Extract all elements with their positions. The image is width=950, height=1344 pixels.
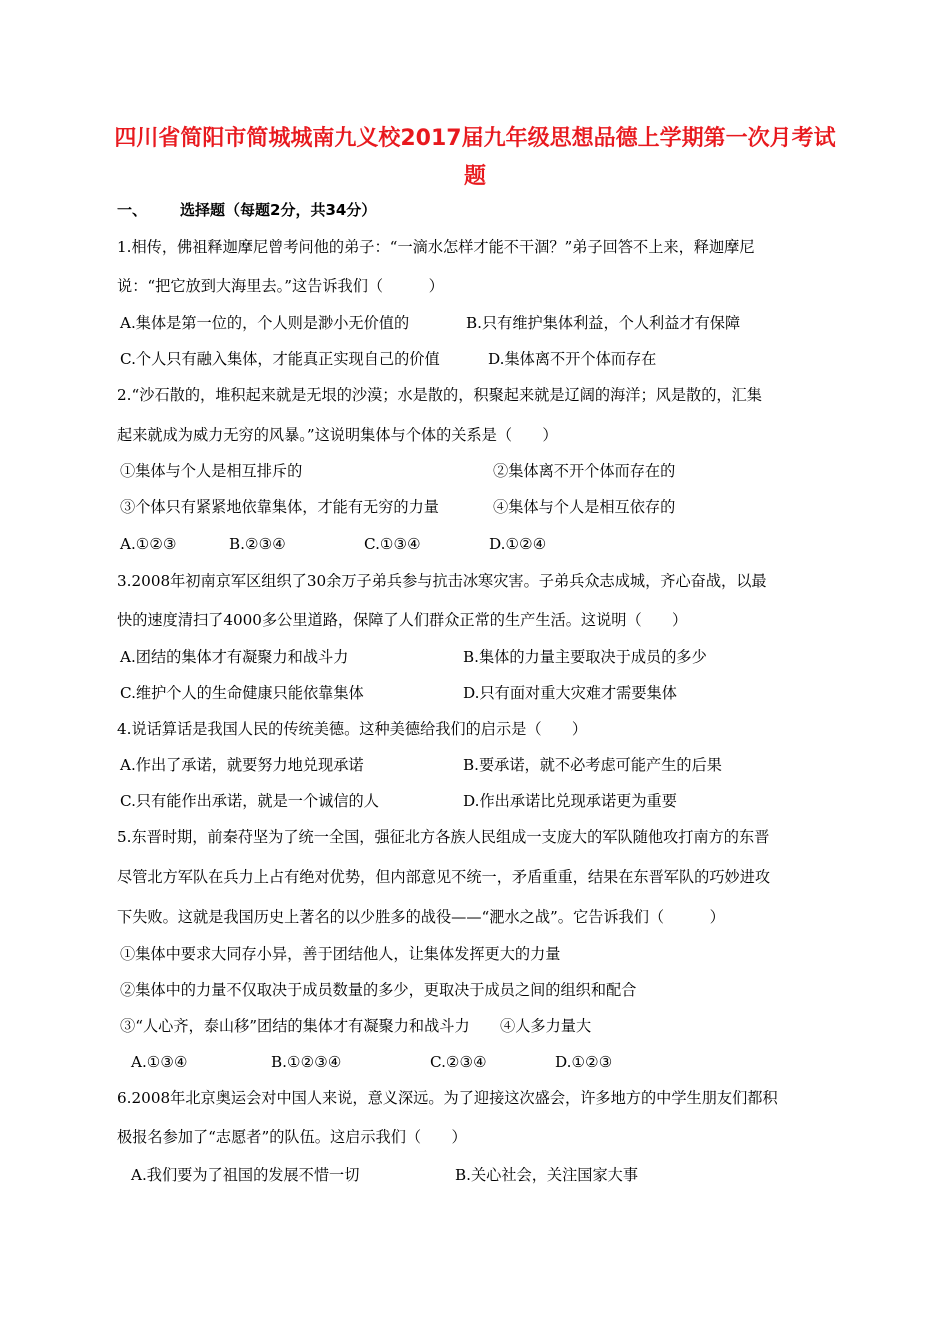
q4-stem: 4.说话算话是我国人民的传统美德。这种美德给我们的启示是（ ） xyxy=(117,720,588,738)
q1-option-d: D.集体离不开个体而存在 xyxy=(488,350,657,368)
q1-stem-line-1: 1.相传，佛祖释迦摩尼曾考问他的弟子：“一滴水怎样才能不干涸？”弟子回答不上来，释迦摩尼 xyxy=(117,238,755,256)
q5-stem-line-3: 下失败。这就是我国历史上著名的以少胜多的战役——“淝水之战”。它告诉我们（ ） xyxy=(117,908,725,926)
q6-option-b: B.关心社会，关注国家大事 xyxy=(455,1166,639,1184)
q3-option-c: C.维护个人的生命健康只能依靠集体 xyxy=(120,684,364,702)
q4-option-b: B.要承诺，就不必考虑可能产生的后果 xyxy=(463,756,722,774)
q6-stem-line-1: 6.2008年北京奥运会对中国人来说，意义深远。为了迎接这次盛会，许多地方的中学生朋友们都积 xyxy=(117,1089,778,1107)
q5-choice-d: D.①②③ xyxy=(555,1053,613,1071)
q2-choice-c: C.①③④ xyxy=(364,535,421,553)
q1-option-c: C.个人只有融入集体，才能真正实现自己的价值 xyxy=(120,350,440,368)
q2-statement-4: ④集体与个人是相互依存的 xyxy=(493,498,676,516)
q2-statement-3: ③个体只有紧紧地依靠集体，才能有无穷的力量 xyxy=(120,498,439,516)
q5-statement-1: ①集体中要求大同存小异，善于团结他人，让集体发挥更大的力量 xyxy=(120,945,561,963)
section-number: 一、 xyxy=(117,201,148,219)
q1-option-a: A.集体是第一位的，个人则是渺小无价值的 xyxy=(120,314,410,332)
section-heading xyxy=(117,199,376,221)
q4-option-c: C.只有能作出承诺，就是一个诚信的人 xyxy=(120,792,379,810)
q2-stem-line-2: 起来就成为威力无穷的风暴。”这说明集体与个体的关系是（ ） xyxy=(117,426,558,444)
q5-statement-2: ②集体中的力量不仅取决于成员数量的多少，更取决于成员之间的组织和配合 xyxy=(120,981,637,999)
q3-stem-line-2: 快的速度清扫了4000多公里道路，保障了人们群众正常的生产生活。这说明（ ） xyxy=(117,611,688,629)
q3-option-a: A.团结的集体才有凝聚力和战斗力 xyxy=(120,648,349,666)
exam-title-line-1: 四川省简阳市简城城南九义校2017届九年级思想品德上学期第一次月考试 xyxy=(114,126,836,151)
q2-statement-2: ②集体离不开个体而存在的 xyxy=(493,462,676,480)
q1-option-b: B.只有维护集体利益，个人利益才有保障 xyxy=(466,314,741,332)
q5-stem-line-2: 尽管北方军队在兵力上占有绝对优势，但内部意见不统一，矛盾重重，结果在东晋军队的巧妙进攻 xyxy=(117,868,771,886)
q2-stem-line-1: 2.“沙石散的，堆积起来就是无垠的沙漠；水是散的，积聚起来就是辽阔的海洋；风是散的，汇集 xyxy=(117,386,762,404)
q3-stem-line-1: 3.2008年初南京军区组织了30余万子弟兵参与抗击冰寒灾害。子弟兵众志成城，齐心奋战，以最 xyxy=(117,572,767,590)
q3-option-b: B.集体的力量主要取决于成员的多少 xyxy=(463,648,707,666)
q4-option-a: A.作出了承诺，就要努力地兑现承诺 xyxy=(120,756,364,774)
q5-statement-3: ③“人心齐，泰山移”团结的集体才有凝聚力和战斗力 ④人多力量大 xyxy=(120,1017,592,1035)
q2-choice-a: A.①②③ xyxy=(120,535,177,553)
exam-title-line-2: 题 xyxy=(463,164,486,189)
q1-stem-line-2: 说：“把它放到大海里去。”这告诉我们（ ） xyxy=(117,277,444,295)
q5-choice-a: A.①③④ xyxy=(131,1053,188,1071)
q2-choice-b: B.②③④ xyxy=(229,535,286,553)
q4-option-d: D.作出承诺比兑现承诺更为重要 xyxy=(463,792,677,810)
q5-choice-b: B.①②③④ xyxy=(271,1053,342,1071)
q5-choice-c: C.②③④ xyxy=(430,1053,487,1071)
section-label: 选择题（每题2分，共34分） xyxy=(180,201,377,219)
q5-stem-line-1: 5.东晋时期，前秦苻坚为了统一全国，强征北方各族人民组成一支庞大的军队随他攻打南方的东晋 xyxy=(117,828,770,846)
q2-statement-1: ①集体与个人是相互排斥的 xyxy=(120,462,303,480)
q6-option-a: A.我们要为了祖国的发展不惜一切 xyxy=(131,1166,360,1184)
q3-option-d: D.只有面对重大灾难才需要集体 xyxy=(463,684,677,702)
q2-choice-d: D.①②④ xyxy=(489,535,547,553)
q6-stem-line-2: 极报名参加了“志愿者”的队伍。这启示我们（ ） xyxy=(117,1128,467,1146)
